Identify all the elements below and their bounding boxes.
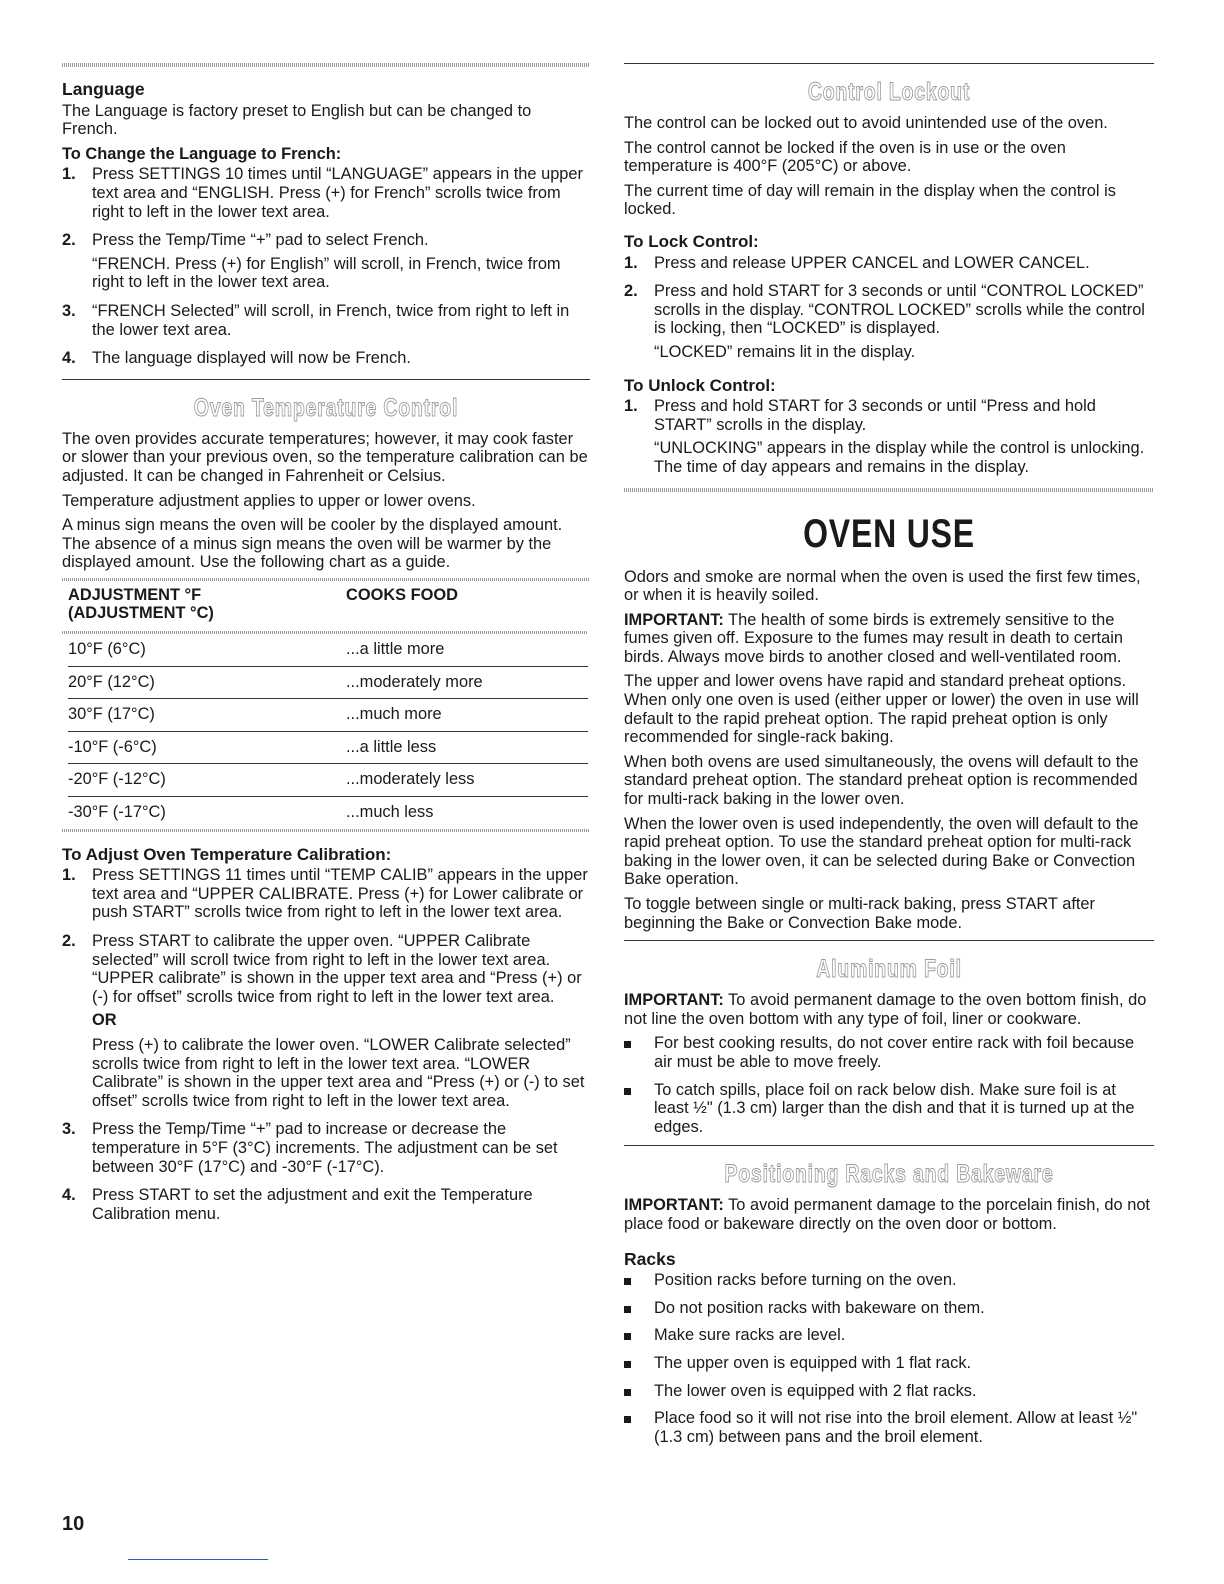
list-item: 2. Press and hold START for 3 seconds or until “CONTROL LOCKED” scrolls in the display. “CONTROL LOCKED” scrolls while the control is locking, then “LOCKED” is displayed. “LOCKED” remains lit in the display.: [624, 282, 1145, 361]
calibration-heading: To Adjust Oven Temperature Calibration:: [62, 844, 392, 864]
list-item: 1. Press SETTINGS 10 times until “LANGUAGE” appears in the upper text area and “ENGLISH. Press (+) for French” scrolls twice from right to left in the lower text area.: [62, 165, 583, 221]
column-header-cooks-food: COOKS FOOD: [346, 585, 459, 604]
lock-control-heading: To Lock Control:: [624, 231, 759, 251]
table-row: 20°F (12°C) ...moderately more: [68, 666, 588, 699]
list-item: 3. “FRENCH Selected” will scroll, in French, twice from right to left in the lower text area.: [62, 301, 570, 339]
list-item: 3. Press the Temp/Time “+” pad to increase or decrease the temperature in 5°F (3°C) increments. The adjustment can be set between 30°F (17°C) and -30°F (-17°C).: [62, 1120, 558, 1176]
bullet-square-icon: [624, 1088, 631, 1095]
paragraph: The control can be locked out to avoid unintended use of the oven.: [624, 114, 1108, 132]
paragraph: Temperature adjustment applies to upper or lower ovens.: [62, 491, 476, 510]
section-divider: [624, 1145, 1154, 1146]
paragraph: When both ovens are used simultaneously, the ovens will default to the standard preheat option. The standard preheat option is recommended for multi-rack baking in the lower oven.: [624, 752, 1139, 809]
unlock-steps: [624, 397, 1154, 481]
paragraph: The upper and lower ovens have rapid and standard preheat options. When only one oven is used (either upper or lower) the oven in use will default to the rapid preheat option. The rapid preheat option is only recommended for single-rack baking.: [624, 672, 1139, 747]
temperature-control-section: [62, 394, 590, 1229]
list-item: Position racks before turning on the oven.: [624, 1271, 1154, 1290]
table-header-row: [68, 581, 588, 631]
oven-use-heading: OVEN USE: [803, 511, 975, 556]
list-item: Do not position racks with bakeware on them.: [624, 1299, 1154, 1318]
paragraph: A minus sign means the oven will be cooler by the displayed amount. The absence of a minus sign means the oven will be warmer by the displayed amount. Use the following chart as a guide.: [62, 516, 563, 572]
positioning-racks-heading: Positioning Racks and Bakeware: [724, 1160, 1054, 1189]
paragraph: The control cannot be locked if the oven is in use or the oven temperature is 400°F (205°C) or above.: [624, 138, 1066, 176]
foil-bullets: [624, 1034, 1154, 1136]
language-steps: [62, 165, 590, 372]
language-intro: The Language is factory preset to English but can be changed to French.: [62, 101, 532, 139]
section-divider: [62, 379, 590, 380]
list-item: The lower oven is equipped with 2 flat racks.: [624, 1382, 1154, 1401]
list-item: 1. Press and hold START for 3 seconds or until “Press and hold START” scrolls in the display. “UNLOCKING” appears in the display while the control is unlocking. The time of day appears and remains in the display.: [624, 397, 1145, 476]
table-row: -30°F (-17°C) ...much less: [68, 803, 434, 822]
positioning-racks-section: [624, 1160, 1154, 1446]
list-item: 2. Press START to calibrate the upper oven. “UPPER Calibrate selected” will scroll twice from right to left in the lower text area. “UPPER calibrate” is shown in the upper text area and “Press (+) or (-) for offset” scrolls twice from right to left in the lower text area. OR Press (+) to calibrate the lower oven. “LOWER Calibrate selected” scrolls twice from right to left in the lower text area. “LOWER Calibrate” is shown in the upper text area and “Press (+) or (-) to set offset” scrolls twice from right to left in the lower text area.: [62, 932, 590, 1115]
bullet-square-icon: [624, 1361, 631, 1368]
unlock-control-heading: To Unlock Control:: [624, 375, 776, 395]
bullet-square-icon: [624, 1333, 631, 1340]
control-lockout-section: [624, 78, 1154, 482]
important-paragraph: IMPORTANT: To avoid permanent damage to the porcelain finish, do not place food or bakeware directly on the oven door or bottom.: [624, 1196, 1150, 1233]
section-divider: [624, 488, 1154, 492]
bullet-square-icon: [624, 1416, 631, 1423]
bullet-square-icon: [624, 1041, 631, 1048]
section-divider: [62, 63, 590, 67]
bullet-square-icon: [624, 1278, 631, 1285]
table-row: -20°F (-12°C) ...moderately less: [68, 764, 588, 797]
or-label: OR: [92, 1011, 117, 1030]
language-heading: Language: [62, 79, 145, 99]
column-header-adjustment: ADJUSTMENT °F (ADJUSTMENT °C): [68, 585, 214, 623]
list-item: 1. Press and release UPPER CANCEL and LOWER CANCEL.: [624, 253, 1090, 272]
list-item: The upper oven is equipped with 1 flat rack.: [624, 1354, 1154, 1373]
bottom-divider: [128, 1559, 268, 1560]
list-item: Place food so it will not rise into the broil element. Allow at least ½" (1.3 cm) between pans and the broil element.: [624, 1409, 1154, 1446]
racks-heading: Racks: [624, 1248, 676, 1269]
change-language-heading: To Change the Language to French:: [62, 144, 342, 163]
paragraph: The oven provides accurate temperatures; however, it may cook faster or slower than your previous oven, so the temperature calibration can be adjusted. It can be changed in Fahrenheit or Celsius.: [62, 429, 588, 485]
section-divider: [624, 940, 1154, 941]
list-item: 4. The language displayed will now be French.: [62, 349, 411, 368]
adjustment-table: [68, 581, 588, 829]
bullet-square-icon: [624, 1389, 631, 1396]
list-item: 2. Press the Temp/Time “+” pad to select French. “FRENCH. Press (+) for English” will scroll, in French, twice from right to left in the lower text area.: [62, 231, 561, 292]
temperature-control-heading: Oven Temperature Control: [193, 393, 459, 422]
list-item: Make sure racks are level.: [624, 1326, 1154, 1345]
paragraph: The current time of day will remain in the display when the control is locked.: [624, 181, 1116, 219]
table-bottom-border: [62, 829, 590, 832]
right-column: [624, 0, 1154, 1455]
calibration-steps: [62, 866, 590, 1228]
control-lockout-heading: Control Lockout: [807, 78, 971, 106]
table-row: -10°F (-6°C) ...a little less: [68, 731, 588, 764]
aluminum-foil-section: [624, 955, 1154, 1136]
list-item: 1. Press SETTINGS 11 times until “TEMP CALIB” appears in the upper text area and “UPPER CALIBRATE. Press (+) for Lower calibrate or push START” scrolls twice from right to left in the lower text area.: [62, 866, 588, 922]
lock-steps: [624, 254, 1154, 367]
section-divider: [624, 63, 1154, 64]
important-paragraph: IMPORTANT: To avoid permanent damage to the oven bottom finish, do not line the oven bottom with any type of foil, liner or cookware.: [624, 991, 1147, 1028]
table-row: 30°F (17°C) ...much more: [68, 699, 588, 732]
paragraph: Odors and smoke are normal when the oven is used the first few times, or when it is heavily soiled.: [624, 567, 1141, 605]
list-item: To catch spills, place foil on rack below dish. Make sure foil is at least ½" (1.3 cm) larger than the dish and that it is turned up at the edges.: [624, 1081, 1154, 1137]
oven-use-section: [624, 512, 1154, 933]
aluminum-foil-heading: Aluminum Foil: [816, 955, 962, 984]
language-section: [62, 80, 590, 373]
racks-bullets: [624, 1271, 1154, 1446]
page-number: 10: [62, 1513, 85, 1535]
list-item: 4. Press START to set the adjustment and exit the Temperature Calibration menu.: [62, 1186, 533, 1223]
paragraph: When the lower oven is used independently, the oven will default to the rapid preheat option. To use the standard preheat option for multi-rack baking in the lower oven, it can be selected during Bake or Convection Bake operation.: [624, 814, 1139, 889]
table-row: 10°F (6°C) ...a little more: [68, 634, 588, 666]
list-item: For best cooking results, do not cover entire rack with foil because air must be able to move freely.: [624, 1034, 1154, 1071]
left-column: [62, 0, 590, 1234]
paragraph: To toggle between single or multi-rack baking, press START after beginning the Bake or Convection Bake mode.: [624, 895, 1095, 932]
important-paragraph: IMPORTANT: The health of some birds is extremely sensitive to the fumes given off. Exposure to the fumes may result in death to certain birds. Always move birds to another closed and well-ventilated room.: [624, 610, 1123, 666]
bullet-square-icon: [624, 1306, 631, 1313]
